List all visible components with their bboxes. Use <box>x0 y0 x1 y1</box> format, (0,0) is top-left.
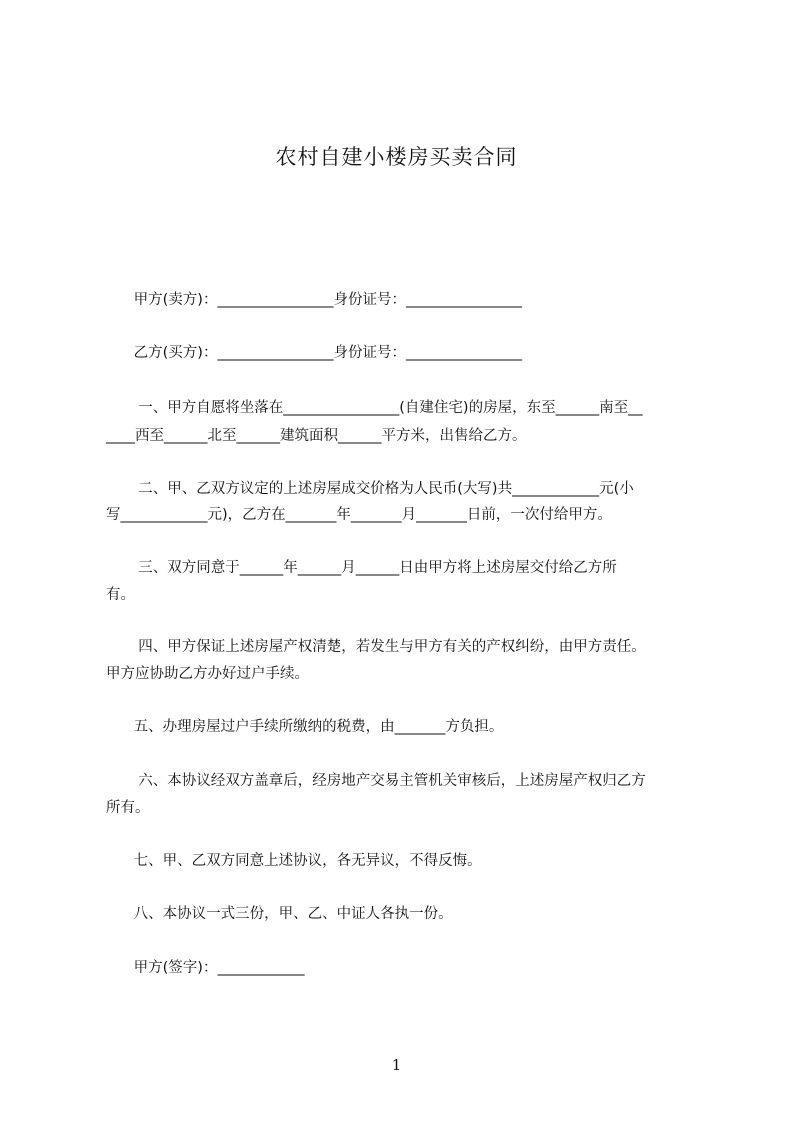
clause-5-line: 五、办理房屋过户手续所缴纳的税费，由_______方负担。 <box>106 719 504 735</box>
clause-4-line-2: 甲方应协助乙方办好过户手续。 <box>106 666 309 682</box>
page-number: 1 <box>391 1056 402 1074</box>
seller-info-line: 甲方(卖方)：________________身份证号：________________ <box>106 292 522 308</box>
clause-4-line-1: 四、甲方保证上述房屋产权清楚，若发生与甲方有关的产权纠纷，由甲方责任。 <box>106 639 646 655</box>
clause-7-line: 七、甲、乙双方同意上述协议，各无异议，不得反悔。 <box>106 853 482 869</box>
clause-3-line-1: 三、双方同意于______年______月______日由甲方将上述房屋交付给乙方所 <box>106 560 617 576</box>
document-title: 农村自建小楼房买卖合同 <box>275 145 518 169</box>
buyer-info-line: 乙方(买方)：________________身份证号：________________ <box>106 345 522 361</box>
clause-2-line-2: 写____________元)，乙方在_______年_______月_______日前，一次付给甲方。 <box>106 507 612 523</box>
clause-1-line-2: ____西至______北至______建筑面积______平方米，出售给乙方。 <box>106 428 527 444</box>
clause-8-line: 八、本协议一式三份，甲、乙、中证人各执一份。 <box>106 906 453 922</box>
clause-6-line-1: 六、本协议经双方盖章后，经房地产交易主管机关审核后，上述房屋产权归乙方 <box>106 773 646 789</box>
clause-1-line-1: 一、甲方自愿将坐落在________________(自建住宅)的房屋，东至______南至__ <box>106 400 643 416</box>
clause-6-line-2: 所有。 <box>106 800 150 816</box>
clause-3-line-2: 有。 <box>106 587 135 603</box>
clause-2-line-1: 二、甲、乙双方议定的上述房屋成交价格为人民币(大写)共____________元(小 <box>106 481 634 497</box>
seller-signature-line: 甲方(签字)：____________ <box>106 960 305 976</box>
